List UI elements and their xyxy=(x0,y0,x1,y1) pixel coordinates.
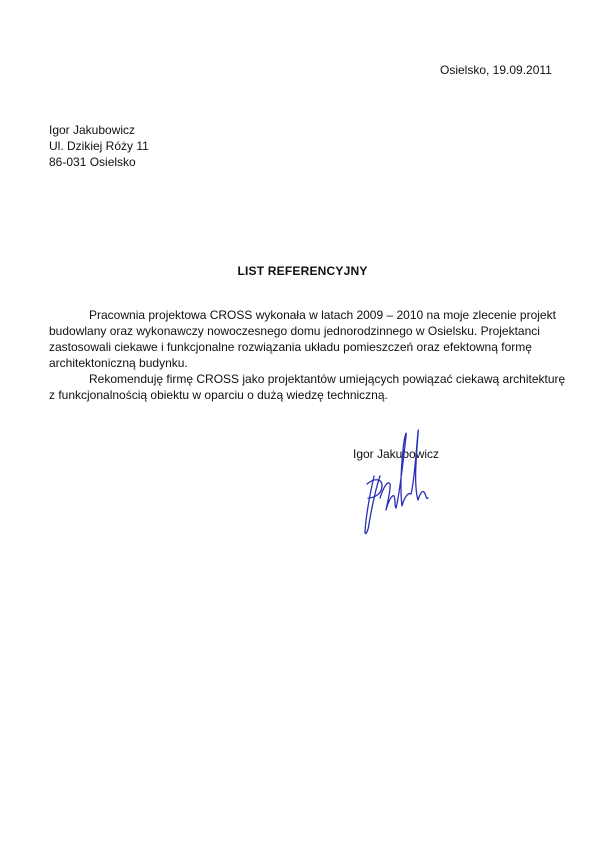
letter-body xyxy=(49,307,569,403)
place-date: Osielsko, 19.09.2011 xyxy=(440,63,552,77)
signature-strokes xyxy=(365,430,428,533)
sender-address xyxy=(49,122,149,170)
letter-title: LIST REFERENCYJNY xyxy=(237,264,368,278)
sender-city: 86-031 Osielsko xyxy=(49,155,136,169)
sender-name: Igor Jakubowicz xyxy=(49,123,136,137)
handwritten-signature xyxy=(356,414,436,544)
body-paragraph-1: Pracownia projektowa CROSS wykonała w latach 2009 – 2010 na moje zlecenie projekt budowlany oraz wykonawczy nowoczesnego domu jednorodzinnego w Osielsku. Projektanci zastosowali ciekawe i funkcjonalne rozwiązania układu pomieszczeń oraz efektowną formę architektoniczną budynku. xyxy=(49,308,556,370)
body-paragraph-2: Rekomenduję firmę CROSS jako projektantów umiejących powiązać ciekawą architekturę z funkcjonalnością obiektu w oparciu o dużą wiedzę techniczną. xyxy=(49,372,566,402)
sender-street: Ul. Dzikiej Róży 11 xyxy=(49,139,149,153)
signer-name: Igor Jakubowicz xyxy=(353,447,440,461)
